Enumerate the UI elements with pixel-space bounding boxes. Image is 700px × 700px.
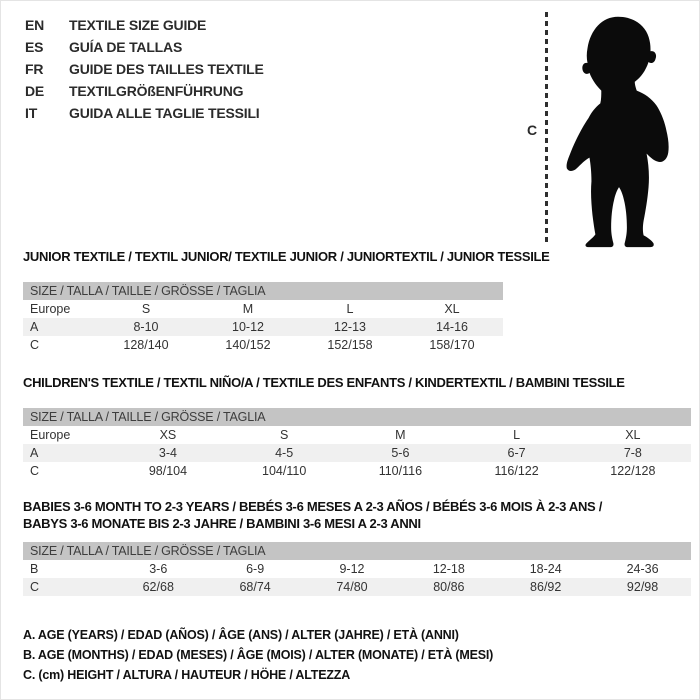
table-row-months <box>23 560 691 578</box>
language-row-es <box>25 36 264 58</box>
cell: 110/116 <box>378 464 423 478</box>
cell: 9-12 <box>339 562 365 576</box>
cell: 158/170 <box>429 338 475 352</box>
babies-title-line1: BABIES 3-6 MONTH TO 2-3 YEARS / BEBÉS 3-6 MESES A 2-3 AÑOS / BÉBÉS 3-6 MOIS À 2-3 ANS / <box>23 499 603 514</box>
cell: 104/110 <box>262 464 307 478</box>
cell: XS <box>159 428 177 442</box>
cell: 6-7 <box>458 444 574 462</box>
cell: S <box>279 428 289 442</box>
cell: 152/158 <box>327 338 373 352</box>
cell: 8-10 <box>95 318 197 336</box>
toddler-silhouette <box>556 11 684 249</box>
size-header-row <box>23 542 691 560</box>
language-code: ES <box>25 39 44 55</box>
cell: XL <box>444 302 460 316</box>
language-code: FR <box>25 61 44 77</box>
children-size-table <box>23 408 691 480</box>
table-row-height <box>23 336 503 354</box>
row-label: B <box>30 562 39 576</box>
table-row-europe <box>23 300 503 318</box>
cell: 62/68 <box>110 578 207 596</box>
language-title: TEXTILGRÖßENFÜHRUNG <box>69 83 244 99</box>
language-list <box>25 14 264 124</box>
babies-title-line2: BABYS 3-6 MONATE BIS 2-3 JAHRE / BAMBINI 3-6 MESI A 2-3 ANNI <box>23 516 421 531</box>
row-label: Europe <box>30 302 71 316</box>
language-row-it <box>25 102 264 124</box>
row-label: A <box>23 318 95 336</box>
children-section-title: CHILDREN'S TEXTILE / TEXTIL NIÑO/A / TEXTILE DES ENFANTS / KINDERTEXTIL / BAMBINI TESSILE <box>23 375 625 390</box>
cell: 92/98 <box>594 578 691 596</box>
language-title: GUÍA DE TALLAS <box>69 39 183 55</box>
language-code: DE <box>25 83 45 99</box>
cell: 6-9 <box>246 562 265 576</box>
table-row-height <box>23 578 691 596</box>
legend-line-a: A. AGE (YEARS) / EDAD (AÑOS) / ÂGE (ANS) / ALTER (JAHRE) / ETÀ (ANNI) <box>23 628 459 642</box>
cell: 3-4 <box>110 444 226 462</box>
language-code: IT <box>25 105 38 121</box>
size-header: SIZE / TALLA / TAILLE / GRÖSSE / TAGLIA <box>23 542 691 560</box>
table-row-europe <box>23 426 691 444</box>
cell: 122/128 <box>610 464 656 478</box>
language-code: EN <box>25 17 45 33</box>
height-measure-label: C <box>527 122 538 138</box>
cell: 3-6 <box>149 562 168 576</box>
row-label: C <box>30 464 40 478</box>
size-header: SIZE / TALLA / TAILLE / GRÖSSE / TAGLIA <box>23 282 503 300</box>
size-header-row <box>23 282 503 300</box>
language-row-en <box>25 14 264 36</box>
cell: 5-6 <box>342 444 458 462</box>
cell: L <box>513 428 521 442</box>
cell: 7-8 <box>575 444 691 462</box>
language-row-de <box>25 80 264 102</box>
language-title: TEXTILE SIZE GUIDE <box>69 17 207 33</box>
cell: 80/86 <box>400 578 497 596</box>
cell: 116/122 <box>494 464 539 478</box>
language-title: GUIDA ALLE TAGLIE TESSILI <box>69 105 260 121</box>
cell: XL <box>625 428 641 442</box>
cell: L <box>346 302 354 316</box>
junior-section-title: JUNIOR TEXTILE / TEXTIL JUNIOR/ TEXTILE JUNIOR / JUNIORTEXTIL / JUNIOR TESSILE <box>23 249 550 264</box>
cell: 74/80 <box>304 578 401 596</box>
legend-line-c: C. (cm) HEIGHT / ALTURA / HAUTEUR / HÖHE / ALTEZZA <box>23 668 351 682</box>
cell: 10-12 <box>197 318 299 336</box>
junior-size-table <box>23 282 503 354</box>
cell: 68/74 <box>207 578 304 596</box>
size-header-row <box>23 408 691 426</box>
cell: S <box>141 302 151 316</box>
table-row-height <box>23 462 691 480</box>
size-tables-content <box>23 248 691 685</box>
cell: 12-13 <box>299 318 401 336</box>
cell: 140/152 <box>225 338 271 352</box>
height-dashed-line <box>545 12 548 246</box>
row-label: C <box>23 578 110 596</box>
cell: 18-24 <box>529 562 562 576</box>
cell: 128/140 <box>123 338 169 352</box>
cell: 4-5 <box>226 444 342 462</box>
measurement-figure <box>527 9 695 251</box>
cell: M <box>395 428 406 442</box>
row-label: A <box>23 444 110 462</box>
language-row-fr <box>25 58 264 80</box>
cell: M <box>242 302 254 316</box>
row-label: C <box>30 338 40 352</box>
babies-size-table <box>23 542 691 596</box>
size-header: SIZE / TALLA / TAILLE / GRÖSSE / TAGLIA <box>23 408 691 426</box>
table-row-age <box>23 318 503 336</box>
cell: 86/92 <box>497 578 594 596</box>
cell: 24-36 <box>626 562 659 576</box>
legend-line-b: B. AGE (MONTHS) / EDAD (MESES) / ÂGE (MOIS) / ALTER (MONATE) / ETÀ (MESI) <box>23 648 494 662</box>
language-title: GUIDE DES TAILLES TEXTILE <box>69 61 264 77</box>
cell: 12-18 <box>432 562 465 576</box>
cell: 98/104 <box>148 464 188 478</box>
table-row-age <box>23 444 691 462</box>
row-label: Europe <box>30 428 71 442</box>
babies-section-title <box>23 498 691 532</box>
measurement-legend <box>23 625 691 685</box>
cell: 14-16 <box>401 318 503 336</box>
